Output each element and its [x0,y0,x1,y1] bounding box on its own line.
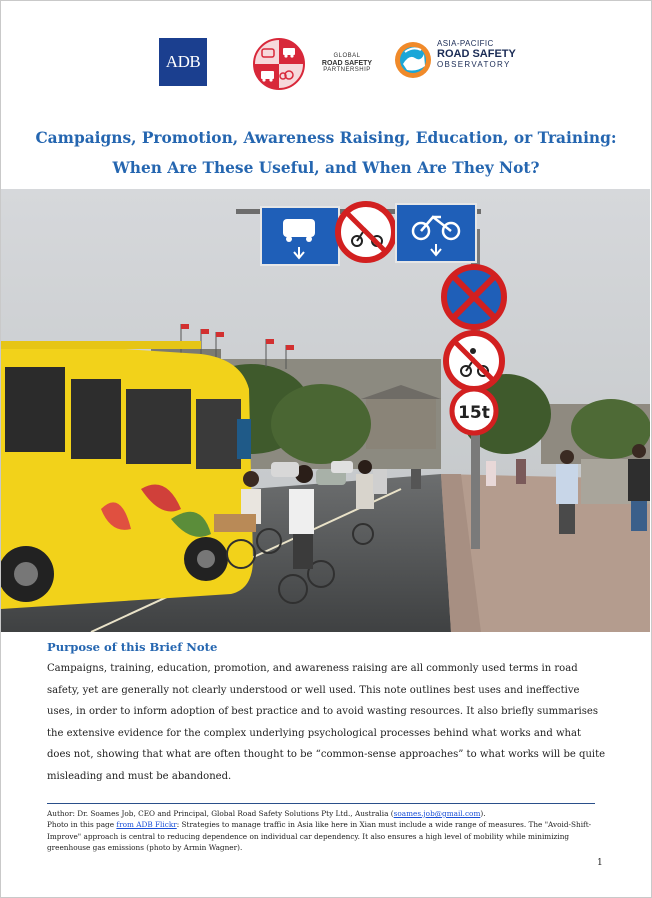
aprso-logo-text [437,40,527,69]
street-photo [1,189,650,632]
grsp-line2: ROAD SAFETY [321,59,373,67]
purpose-heading: Purpose of this Brief Note [47,640,218,654]
photo-prefix: Photo in this page [47,820,117,830]
purpose-body: Campaigns, training, education, promotion, and awareness raising are all commonly used terms in road safety, yet are generally not clearly understood or well used. This note outlines best uses and ineffective uses, in order to inform adoption of best practice and to avoid wasting resources. It also briefly summarises the extensive evidence for the complex underlying psychological processes behind what works and what does not, showing that what are often thought to be “common-sense approaches” to what works will be quite misleading and must be abandoned. [47,663,606,782]
aprso-line2: ROAD SAFETY [437,47,516,60]
author-suffix: ). [480,809,486,818]
aprso-line1: ASIA-PACIFIC [437,39,494,48]
adb-logo [159,38,207,86]
adb-logo-text: ADB [165,52,201,71]
title-line-1: Campaigns, Promotion, Awareness Raising, Education, or Training: [35,129,617,147]
grsp-line1: GLOBAL [333,53,361,59]
speed-limit-sign-text: 15t [458,403,490,423]
footnote-rule [47,803,595,804]
author-line [47,808,607,819]
author-prefix: Author: Dr. Soames Job, CEO and Principal, Global Road Safety Solutions Pty Ltd., Australia ( [47,809,394,818]
footnote [47,808,607,854]
grsp-logo-icon [249,36,309,92]
logo-row [0,36,652,96]
aprso-logo-icon [393,40,433,80]
title-line-2: When Are These Useful, and When Are They Not? [112,159,540,177]
photo-caption: : Strategies to manage traffic in Asia like here in Xian must include a wide range of measures. The "Avoid-Shift-Improve" approach is central to reducing dependence on individual car dependency. It also ensures a high level of mobility while minimizing greenhouse gas emissions (photo by Armin Wagner). [47,820,592,853]
grsp-logo-text [312,53,382,74]
adb-flickr-link[interactable]: from ADB Flickr [116,820,177,830]
grsp-line3: PARTNERSHIP [323,67,371,74]
page-number: 1 [597,858,603,868]
document-title [20,123,632,183]
photo-credit [47,819,607,853]
street-scene-image [1,189,650,632]
author-email-link[interactable]: soames.job@gmail.com [393,809,481,818]
aprso-line3: OBSERVATORY [437,59,511,69]
bus [1,341,253,609]
